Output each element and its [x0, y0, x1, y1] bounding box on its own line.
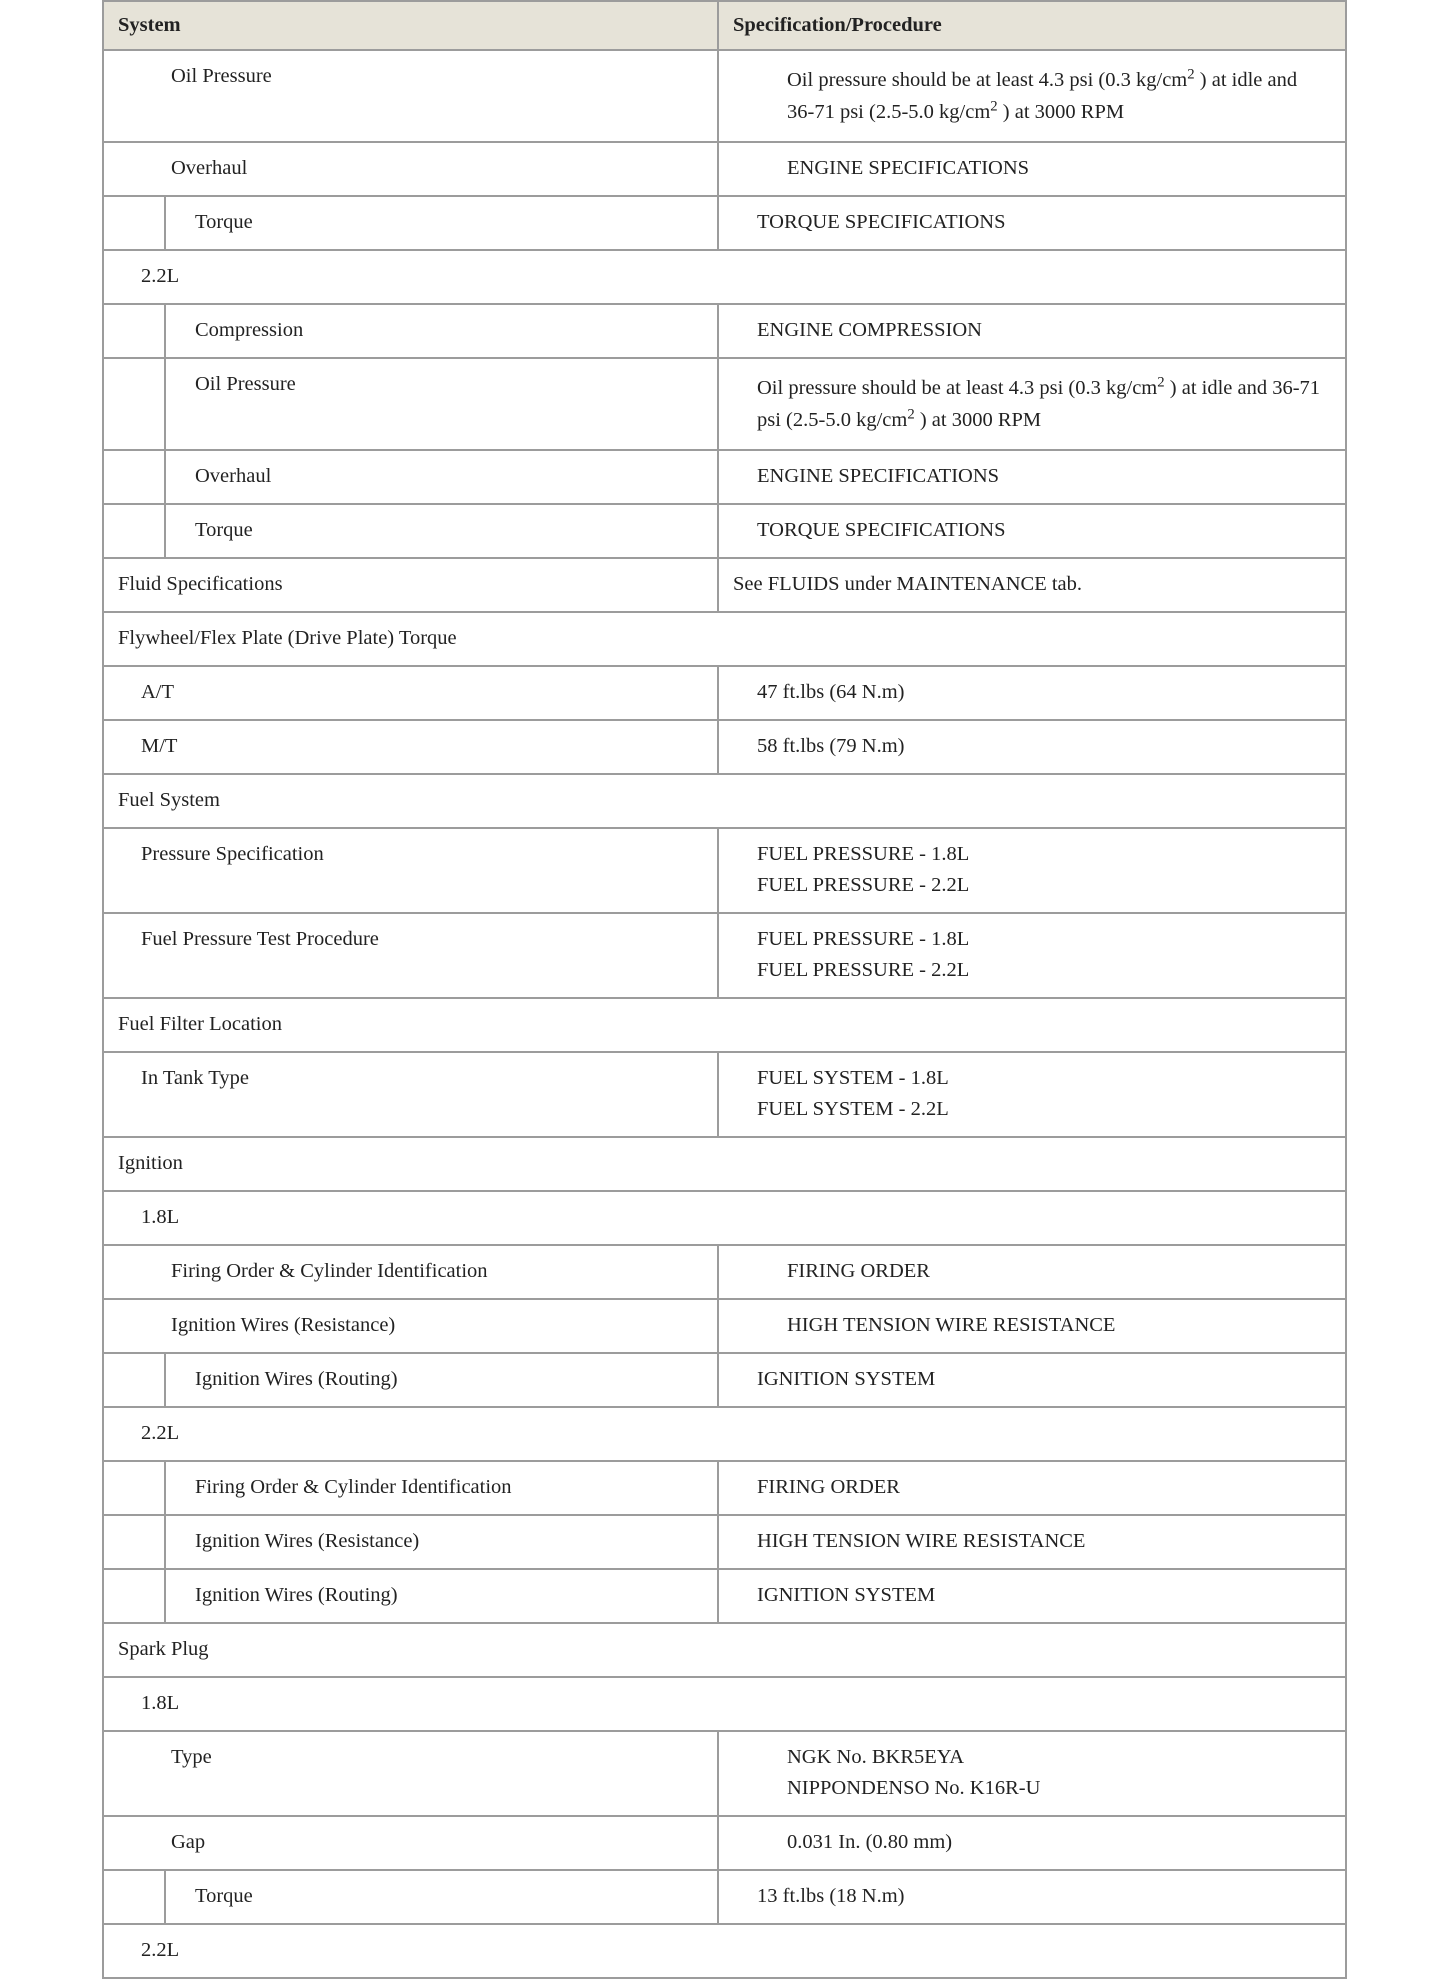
specification-cell — [718, 720, 1346, 774]
table-row — [103, 1623, 1346, 1677]
system-label: Ignition Wires (Resistance) — [195, 1530, 420, 1552]
section-heading: Ignition — [118, 1152, 183, 1174]
spec-text: ) at idle and 36-71 psi (2.5-5.0 kg/cm — [757, 377, 1321, 431]
spec-value: 47 ft.lbs (64 N.m) — [757, 681, 905, 703]
table-row — [103, 1870, 1346, 1924]
system-label: Ignition Wires (Routing) — [195, 1368, 398, 1390]
system-cell — [103, 666, 718, 720]
spec-text: ) at 3000 RPM — [914, 409, 1042, 431]
section-heading: Fuel System — [118, 789, 220, 811]
table-row — [103, 720, 1346, 774]
system-cell — [103, 1870, 718, 1924]
system-label: M/T — [141, 735, 178, 757]
spec-value: FUEL SYSTEM - 2.2L — [757, 1098, 949, 1120]
section-heading-cell — [103, 1623, 1346, 1677]
system-label: Fluid Specifications — [118, 573, 283, 595]
section-heading: 2.2L — [141, 1939, 180, 1961]
table-row — [103, 913, 1346, 998]
system-cell — [103, 1816, 718, 1870]
system-cell — [103, 358, 718, 450]
system-cell — [103, 1245, 718, 1299]
table-row — [103, 828, 1346, 913]
table-row — [103, 358, 1346, 450]
specification-cell — [718, 1299, 1346, 1353]
spec-text: ) at 3000 RPM — [997, 101, 1125, 123]
system-cell — [103, 828, 718, 913]
specification-cell — [718, 913, 1346, 998]
spec-value: 58 ft.lbs (79 N.m) — [757, 735, 905, 757]
system-label: Overhaul — [195, 465, 272, 487]
section-heading-cell — [103, 250, 1346, 304]
specification-cell — [718, 1245, 1346, 1299]
section-heading: Fuel Filter Location — [118, 1013, 282, 1035]
spec-value: FUEL SYSTEM - 1.8L — [757, 1067, 949, 1089]
specification-cell — [718, 1461, 1346, 1515]
indent-gutter — [164, 1871, 166, 1923]
section-heading-cell — [103, 1191, 1346, 1245]
spec-value: ENGINE COMPRESSION — [757, 319, 982, 341]
specification-cell — [718, 1052, 1346, 1137]
table-row — [103, 666, 1346, 720]
system-label: Gap — [171, 1831, 206, 1853]
header-specification: Specification/Procedure — [718, 1, 1346, 50]
spec-value: TORQUE SPECIFICATIONS — [757, 519, 1006, 541]
table-row — [103, 1816, 1346, 1870]
indent-gutter — [164, 505, 166, 557]
table-row — [103, 774, 1346, 828]
spec-value: FUEL PRESSURE - 2.2L — [757, 874, 970, 896]
system-label: Ignition Wires (Routing) — [195, 1584, 398, 1606]
system-cell — [103, 1052, 718, 1137]
section-heading-cell — [103, 774, 1346, 828]
system-cell — [103, 913, 718, 998]
table-row — [103, 612, 1346, 666]
section-heading: Flywheel/Flex Plate (Drive Plate) Torque — [118, 627, 457, 649]
section-heading: 2.2L — [141, 265, 180, 287]
system-label: Overhaul — [171, 157, 248, 179]
section-heading: Spark Plug — [118, 1638, 209, 1660]
table-row — [103, 1515, 1346, 1569]
system-label: Oil Pressure — [195, 373, 296, 395]
specification-cell — [718, 358, 1346, 450]
table-row — [103, 504, 1346, 558]
system-label: Ignition Wires (Resistance) — [171, 1314, 396, 1336]
table-row — [103, 1191, 1346, 1245]
indent-gutter — [164, 451, 166, 503]
indent-gutter — [164, 359, 166, 449]
table-row — [103, 558, 1346, 612]
system-label: Type — [171, 1746, 212, 1768]
system-cell — [103, 1353, 718, 1407]
section-heading-cell — [103, 612, 1346, 666]
specification-cell — [718, 1731, 1346, 1816]
spec-value: ENGINE SPECIFICATIONS — [757, 465, 1000, 487]
spec-text: Oil pressure should be at least 4.3 psi (0.3 kg/cm — [787, 69, 1188, 91]
system-label: Compression — [195, 319, 304, 341]
specification-cell — [718, 1569, 1346, 1623]
indent-gutter — [164, 1570, 166, 1622]
superscript: 2 — [907, 406, 915, 423]
specification-cell — [718, 50, 1346, 142]
system-cell — [103, 450, 718, 504]
system-cell — [103, 1569, 718, 1623]
section-heading-cell — [103, 1924, 1346, 1978]
system-cell — [103, 1461, 718, 1515]
system-label: Pressure Specification — [141, 843, 324, 865]
system-cell — [103, 1731, 718, 1816]
indent-gutter — [164, 1516, 166, 1568]
section-heading-cell — [103, 998, 1346, 1052]
section-heading: 2.2L — [141, 1422, 180, 1444]
table-row — [103, 1052, 1346, 1137]
specification-cell — [718, 142, 1346, 196]
system-cell — [103, 196, 718, 250]
table-row — [103, 1731, 1346, 1816]
system-label: Torque — [195, 211, 253, 233]
specifications-table — [102, 0, 1347, 1979]
specification-cell — [718, 828, 1346, 913]
system-label: Firing Order & Cylinder Identification — [195, 1476, 512, 1498]
system-cell — [103, 558, 718, 612]
system-label: Torque — [195, 519, 253, 541]
oil-pressure-spec — [757, 374, 1321, 431]
spec-value: See FLUIDS under MAINTENANCE tab. — [733, 573, 1083, 595]
spec-value: HIGH TENSION WIRE RESISTANCE — [787, 1314, 1116, 1336]
specification-cell — [718, 1353, 1346, 1407]
section-heading: 1.8L — [141, 1206, 180, 1228]
table-header-row — [103, 1, 1346, 50]
indent-gutter — [164, 1462, 166, 1514]
table-row — [103, 1137, 1346, 1191]
spec-value: IGNITION SYSTEM — [757, 1584, 936, 1606]
specification-cell — [718, 196, 1346, 250]
section-heading-cell — [103, 1677, 1346, 1731]
spec-value: FUEL PRESSURE - 2.2L — [757, 959, 970, 981]
spec-value: NIPPONDENSO No. K16R-U — [787, 1777, 1041, 1799]
table-row — [103, 250, 1346, 304]
spec-value: FIRING ORDER — [757, 1476, 900, 1498]
system-cell — [103, 142, 718, 196]
table-row — [103, 196, 1346, 250]
header-system: System — [103, 1, 718, 50]
spec-value: NGK No. BKR5EYA — [787, 1746, 965, 1768]
table-row — [103, 1299, 1346, 1353]
system-cell — [103, 1515, 718, 1569]
indent-gutter — [164, 1354, 166, 1406]
spec-value: FIRING ORDER — [787, 1260, 930, 1282]
section-heading: 1.8L — [141, 1692, 180, 1714]
superscript: 2 — [1187, 66, 1195, 83]
table-row — [103, 1677, 1346, 1731]
table-row — [103, 142, 1346, 196]
table-row — [103, 1924, 1346, 1978]
spec-text: ) at idle and 36-71 psi (2.5-5.0 kg/cm — [787, 69, 1298, 123]
spec-value: 13 ft.lbs (18 N.m) — [757, 1885, 905, 1907]
specification-cell — [718, 304, 1346, 358]
indent-gutter — [164, 305, 166, 357]
specification-cell — [718, 666, 1346, 720]
spec-value: FUEL PRESSURE - 1.8L — [757, 928, 970, 950]
section-heading-cell — [103, 1137, 1346, 1191]
section-heading-cell — [103, 1407, 1346, 1461]
system-label: Oil Pressure — [171, 65, 272, 87]
specification-cell — [718, 1816, 1346, 1870]
system-cell — [103, 504, 718, 558]
indent-gutter — [164, 197, 166, 249]
specification-cell — [718, 558, 1346, 612]
spec-value: 0.031 In. (0.80 mm) — [787, 1831, 953, 1853]
spec-value: HIGH TENSION WIRE RESISTANCE — [757, 1530, 1086, 1552]
table-row — [103, 1245, 1346, 1299]
table-row — [103, 304, 1346, 358]
system-label: Firing Order & Cylinder Identification — [171, 1260, 488, 1282]
system-cell — [103, 304, 718, 358]
system-label: Fuel Pressure Test Procedure — [141, 928, 379, 950]
system-label: In Tank Type — [141, 1067, 249, 1089]
table-row — [103, 1569, 1346, 1623]
spec-value: IGNITION SYSTEM — [757, 1368, 936, 1390]
table-row — [103, 1353, 1346, 1407]
superscript: 2 — [1157, 374, 1165, 391]
table-row — [103, 1407, 1346, 1461]
system-label: Torque — [195, 1885, 253, 1907]
spec-value: ENGINE SPECIFICATIONS — [787, 157, 1030, 179]
spec-value: TORQUE SPECIFICATIONS — [757, 211, 1006, 233]
spec-value: FUEL PRESSURE - 1.8L — [757, 843, 970, 865]
superscript: 2 — [990, 98, 998, 115]
table-row — [103, 50, 1346, 142]
system-cell — [103, 720, 718, 774]
table-row — [103, 1461, 1346, 1515]
system-label: A/T — [141, 681, 175, 703]
table-row — [103, 998, 1346, 1052]
spec-text: Oil pressure should be at least 4.3 psi (0.3 kg/cm — [757, 377, 1158, 399]
system-cell — [103, 50, 718, 142]
table-row — [103, 450, 1346, 504]
system-cell — [103, 1299, 718, 1353]
oil-pressure-spec — [787, 66, 1298, 123]
specification-cell — [718, 1515, 1346, 1569]
specification-cell — [718, 450, 1346, 504]
specification-cell — [718, 504, 1346, 558]
specification-cell — [718, 1870, 1346, 1924]
